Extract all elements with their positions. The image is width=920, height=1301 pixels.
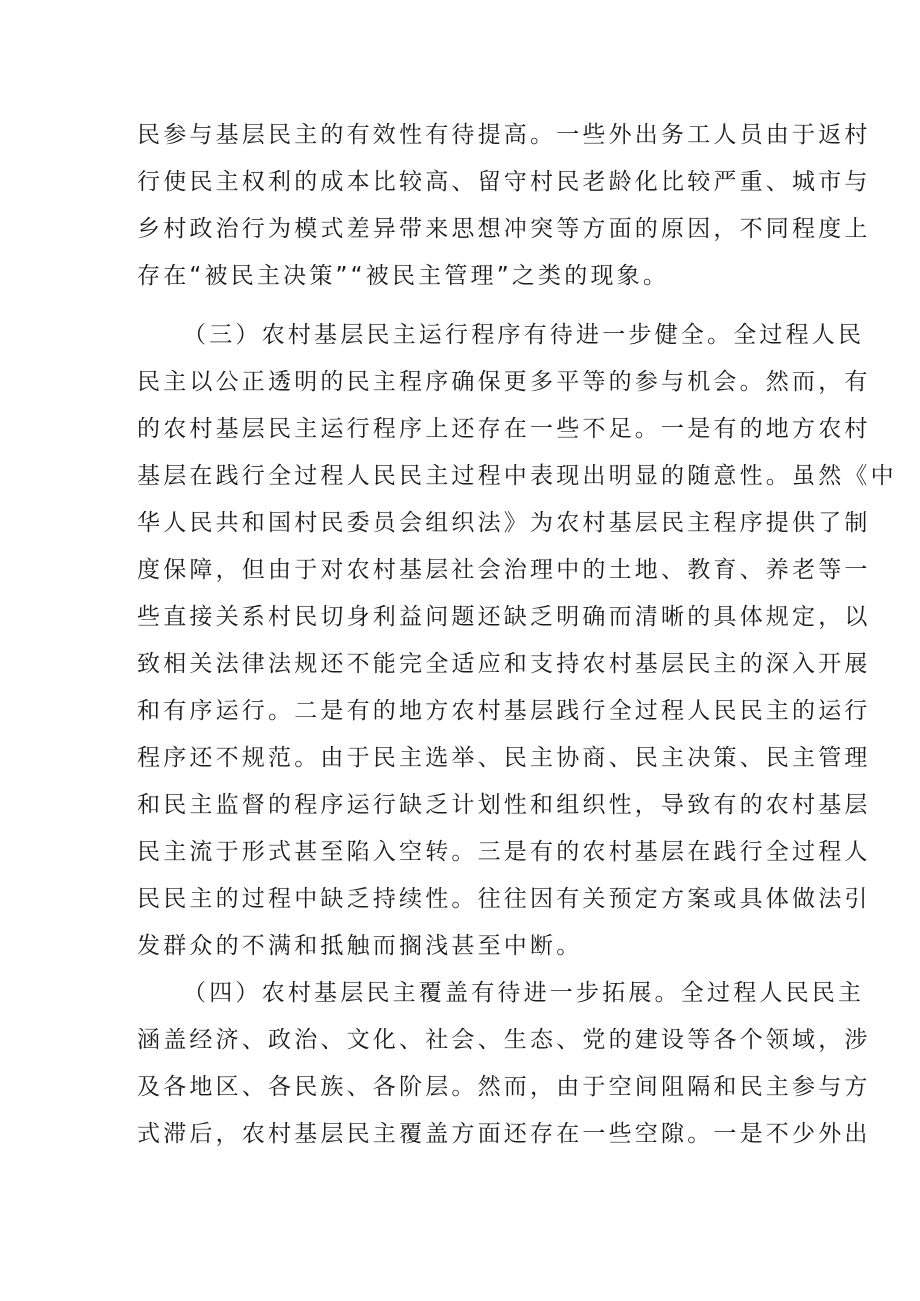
paragraph-2-section-three — [137, 312, 897, 970]
paragraph-gap — [137, 300, 791, 312]
text-line: 致相关法律法规还不能完全适应和支持农村基层民主的深入开展 — [137, 651, 871, 677]
text-line: 式滞后，农村基层民主覆盖方面还存在一些空隙。一是不少外出 — [137, 1121, 871, 1147]
text-line: 存在“被民主决策”“被民主管理”之类的现象。 — [137, 263, 670, 289]
text-line: 发群众的不满和抵触而搁浅甚至中断。 — [137, 933, 583, 959]
text-line: 涵盖经济、政治、文化、社会、生态、党的建设等各个领域，涉 — [137, 1027, 871, 1053]
text-line: 和民主监督的程序运行缺乏计划性和组织性，导致有的农村基层 — [137, 792, 871, 818]
paragraph-1 — [137, 112, 871, 300]
text-line: 华人民共和国村民委员会组织法》为农村基层民主程序提供了制 — [137, 510, 871, 536]
text-line: 些直接关系村民切身利益问题还缺乏明确而清晰的具体规定，以 — [137, 604, 871, 630]
paragraph-3-section-four — [137, 970, 871, 1158]
text-line: 乡村政治行为模式差异带来思想冲突等方面的原因，不同程度上 — [137, 216, 871, 242]
text-line: 行使民主权利的成本比较高、留守村民老龄化比较严重、城市与 — [137, 169, 871, 195]
text-line: 基层在践行全过程人民民主过程中表现出明显的随意性。虽然《中 — [137, 463, 897, 489]
document-body — [137, 112, 897, 1158]
text-line: 的农村基层民主运行程序上还存在一些不足。一是有的地方农村 — [137, 416, 871, 442]
text-line: 民主流于形式甚至陷入空转。三是有的农村基层在践行全过程人 — [137, 839, 871, 865]
section-heading-line: （三）农村基层民主运行程序有待进一步健全。全过程人民 — [183, 322, 865, 348]
text-line: 民主以公正透明的民主程序确保更多平等的参与机会。然而，有 — [137, 369, 871, 395]
section-heading-line: （四）农村基层民主覆盖有待进一步拓展。全过程人民民主 — [183, 980, 865, 1006]
text-line: 度保障，但由于对农村基层社会治理中的土地、教育、养老等一 — [137, 557, 871, 583]
text-line: 民民主的过程中缺乏持续性。往往因有关预定方案或具体做法引 — [137, 886, 871, 912]
text-line: 民参与基层民主的有效性有待提高。一些外出务工人员由于返村 — [137, 122, 871, 148]
text-line: 程序还不规范。由于民主选举、民主协商、民主决策、民主管理 — [137, 745, 871, 771]
text-line: 及各地区、各民族、各阶层。然而，由于空间阻隔和民主参与方 — [137, 1074, 871, 1100]
text-line: 和有序运行。二是有的地方农村基层践行全过程人民民主的运行 — [137, 698, 871, 724]
